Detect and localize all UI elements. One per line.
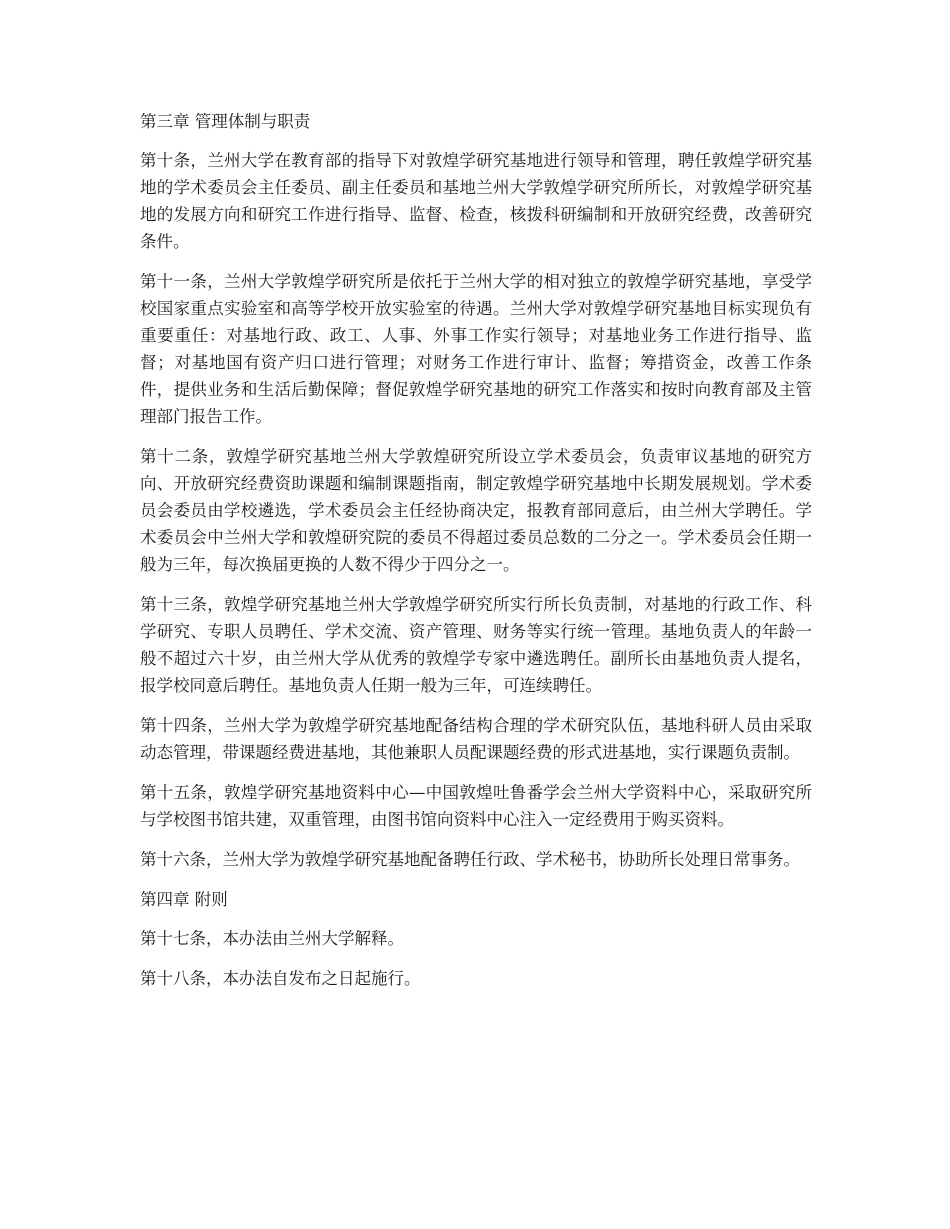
article-17: 第十七条，本办法由兰州大学解释。 (140, 929, 404, 948)
chapter-3-heading: 第三章 管理体制与职责 (140, 112, 311, 131)
article-10: 第十条，兰州大学在教育部的指导下对敦煌学研究基地进行领导和管理，聘任敦煌学研究基地的学术委员会主任委员、副主任委员和基地兰州大学敦煌学研究所所长，对敦煌学研究基地的发展方向和研究工作进行指导、监督、检查，核拨科研编制和开放研究经费，改善研究条件。 (140, 151, 812, 251)
document-page (140, 108, 812, 1005)
article-11: 第十一条，兰州大学敦煌学研究所是依托于兰州大学的相对独立的敦煌学研究基地，享受学校国家重点实验室和高等学校开放实验室的待遇。兰州大学对敦煌学研究基地目标实现负有重要重任：对基地行政、政工、人事、外事工作实行领导；对基地业务工作进行指导、监督；对基地国有资产归口进行管理；对财务工作进行审计、监督；筹措资金，改善工作条件，提供业务和生活后勤保障；督促敦煌学研究基地的研究工作落实和按时向教育部及主管理部门报告工作。 (140, 272, 812, 426)
article-12: 第十二条，敦煌学研究基地兰州大学敦煌研究所设立学术委员会，负责审议基地的研究方向、开放研究经费资助课题和编制课题指南，制定敦煌学研究基地中长期发展规划。学术委员会委员由学校遴选，学术委员会主任经协商决定，报教育部同意后，由兰州大学聘任。学术委员会中兰州大学和敦煌研究院的委员不得超过委员总数的二分之一。学术委员会任期一般为三年，每次换届更换的人数不得少于四分之一。 (140, 447, 812, 574)
chapter-4-heading: 第四章 附则 (140, 890, 228, 909)
article-13: 第十三条，敦煌学研究基地兰州大学敦煌学研究所实行所长负责制，对基地的行政工作、科学研究、专职人员聘任、学术交流、资产管理、财务等实行统一管理。基地负责人的年龄一般不超过六十岁，由兰州大学从优秀的敦煌学专家中遴选聘任。副所长由基地负责人提名，报学校同意后聘任。基地负责人任期一般为三年，可连续聘任。 (140, 595, 812, 695)
article-18: 第十八条，本办法自发布之日起施行。 (140, 969, 421, 988)
article-14: 第十四条，兰州大学为敦煌学研究基地配备结构合理的学术研究队伍，基地科研人员由采取动态管理，带课题经费进基地，其他兼职人员配课题经费的形式进基地，实行课题负责制。 (140, 716, 812, 762)
article-16: 第十六条，兰州大学为敦煌学研究基地配备聘任行政、学术秘书，协助所长处理日常事务。 (140, 850, 800, 869)
article-15: 第十五条，敦煌学研究基地资料中心—中国敦煌吐鲁番学会兰州大学资料中心，采取研究所与学校图书馆共建，双重管理，由图书馆向资料中心注入一定经费用于购买资料。 (140, 783, 812, 829)
